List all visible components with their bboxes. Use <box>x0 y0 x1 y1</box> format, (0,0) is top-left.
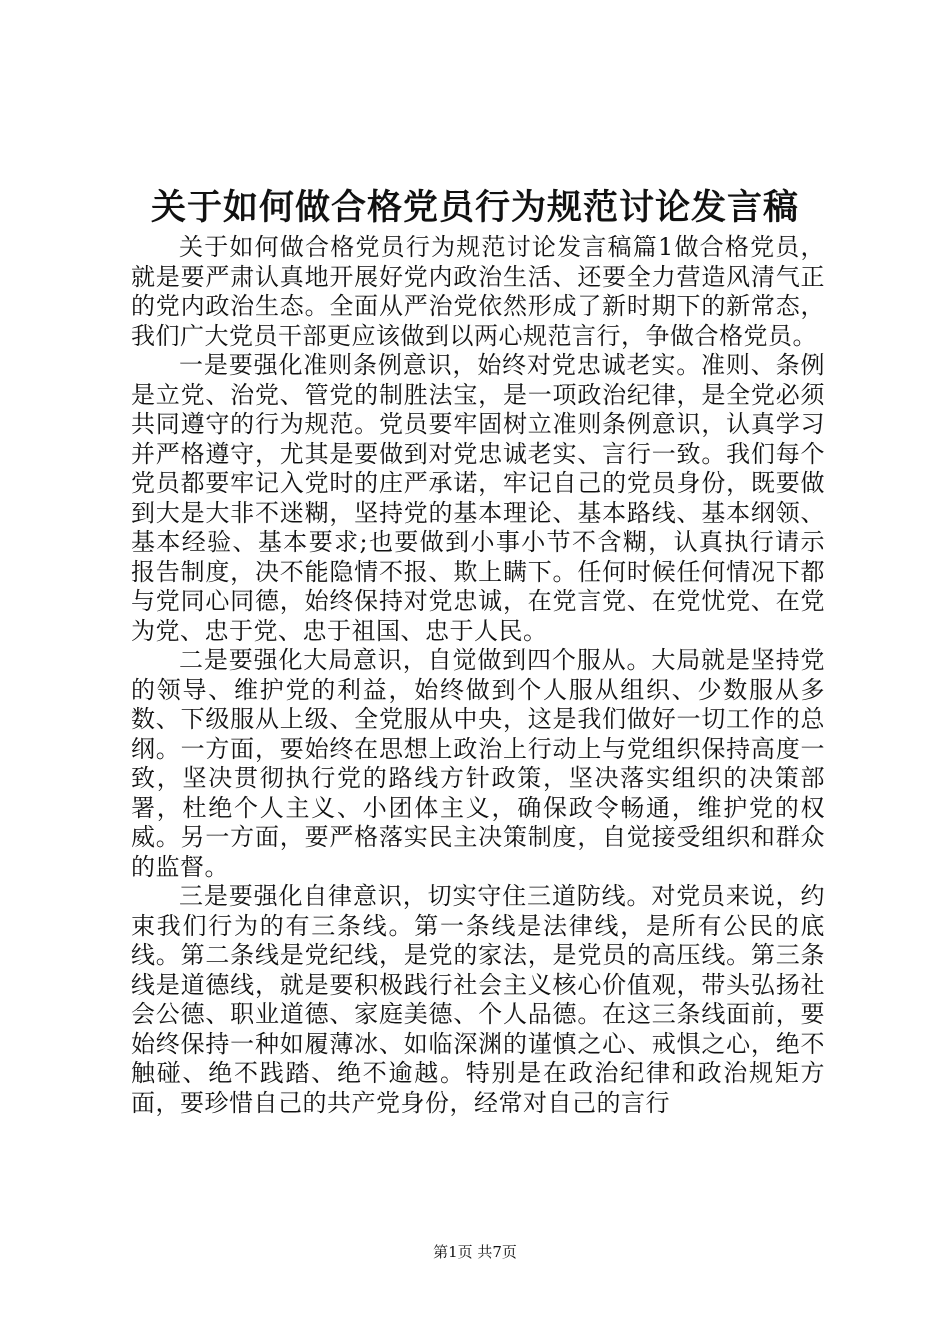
paragraph-point-two: 二是要强化大局意识，自觉做到四个服从。大局就是坚持党的领导、维护党的利益，始终做到个人服从组织、少数服从多数、下级服从上级、全党服从中央，这是我们做好一切工作的总纲。一方面，要始终在思想上政治上行动上与党组织保持高度一致，坚决贯彻执行党的路线方针政策，坚决落实组织的决策部署，杜绝个人主义、小团体主义，确保政令畅通，维护党的权威。另一方面，要严格落实民主决策制度，自觉接受组织和群众的监督。 <box>131 646 825 881</box>
paragraph-point-three: 三是要强化自律意识，切实守住三道防线。对党员来说，约束我们行为的有三条线。第一条线是法律线，是所有公民的底线。第二条线是党纪线，是党的家法，是党员的高压线。第三条线是道德线，就是要积极践行社会主义核心价值观，带头弘扬社会公德、职业道德、家庭美德、个人品德。在这三条线面前，要始终保持一种如履薄冰、如临深渊的谨慎之心、戒惧之心，绝不触碰、绝不践踏、绝不逾越。特别是在政治纪律和政治规矩方面，要珍惜自己的共产党身份，经常对自己的言行 <box>131 882 825 1117</box>
document-title: 关于如何做合格党员行为规范讨论发言稿 <box>150 187 799 228</box>
paragraph-point-one: 一是要强化准则条例意识，始终对党忠诚老实。准则、条例是立党、治党、管党的制胜法宝，是一项政治纪律，是全党必须共同遵守的行为规范。党员要牢固树立准则条例意识，认真学习并严格遵守，尤其是要做到对党忠诚老实、言行一致。我们每个党员都要牢记入党时的庄严承诺，牢记自己的党员身份，既要做到大是大非不迷糊，坚持党的基本理论、基本路线、基本纲领、基本经验、基本要求;也要做到小事小节不含糊，认真执行请示报告制度，决不能隐情不报、欺上瞒下。任何时候任何情况下都与党同心同德，始终保持对党忠诚，在党言党、在党忧党、在党为党、忠于党、忠于祖国、忠于人民。 <box>131 351 825 645</box>
paragraph-intro: 关于如何做合格党员行为规范讨论发言稿篇1做合格党员，就是要严肃认真地开展好党内政治生活、还要全力营造风清气正的党内政治生态。全面从严治党依然形成了新时期下的新常态，我们广大党员干部更应该做到以两心规范言行，争做合格党员。 <box>131 233 825 350</box>
document-body <box>131 233 825 1118</box>
page-number-footer: 第1页 共7页 <box>433 1243 517 1261</box>
